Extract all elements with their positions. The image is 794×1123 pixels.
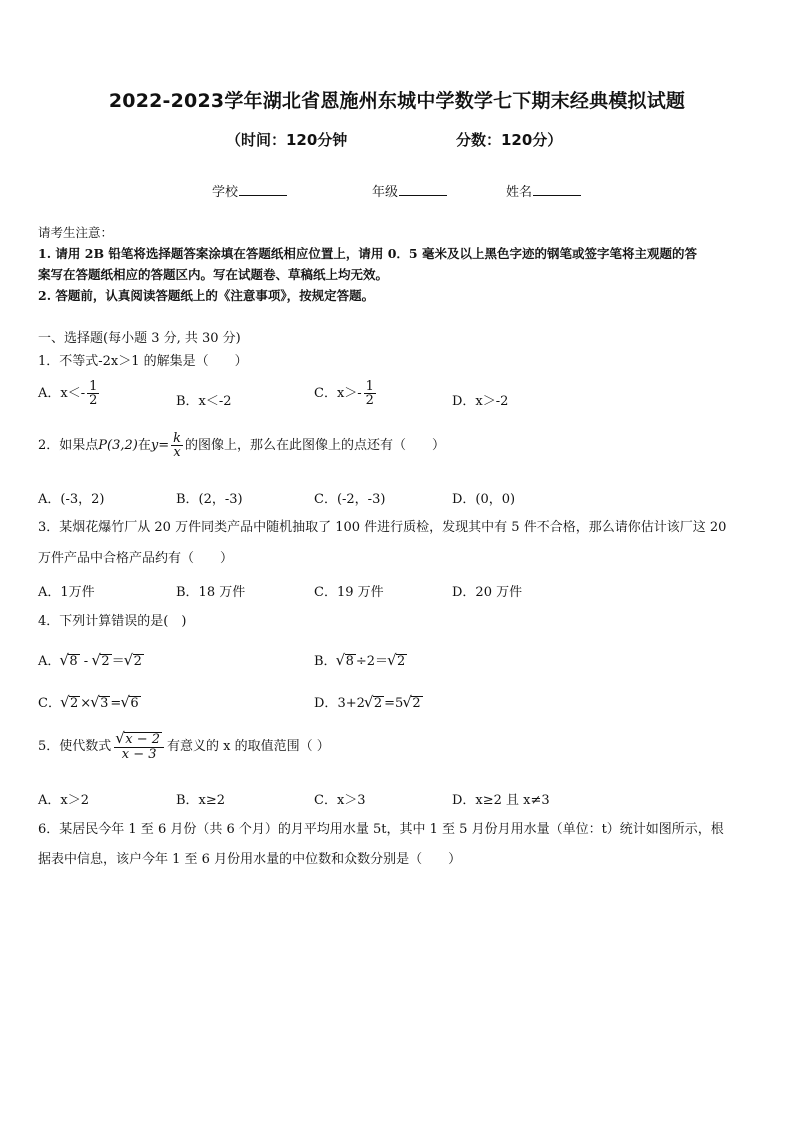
question-6-stem-line2: 据表中信息，该户今年 1 至 6 月份用水量的中位数和众数分别是（ ） <box>38 852 462 867</box>
sqrt: √ 2 <box>100 654 111 669</box>
score-label: 分数：120分） <box>456 131 563 149</box>
sqrt: √ 2 <box>396 654 407 669</box>
school-label: 学校 <box>212 185 239 200</box>
fraction: $\frac{k}{x}$ <box>173 431 182 460</box>
q5-option-b: B．x≥2 <box>176 793 226 808</box>
sqrt: √ 2 <box>69 696 80 711</box>
q5-option-d: D．x≥2 且 x≠3 <box>452 793 550 808</box>
q4-option-c: C．√ 2 ×√ 3 =√ 6 <box>38 692 141 711</box>
question-3-stem-line2: 万件产品中合格产品约有（ ） <box>38 551 234 566</box>
grade-blank <box>399 183 447 196</box>
notice-heading: 请考生注意： <box>38 225 114 240</box>
time-label: （时间：120分钟 <box>226 131 348 149</box>
question-2-stem: 2．如果点P(3,2)在y= $\frac{k}{x}$ 的图像上，那么在此图像上的点还有（ ） <box>38 431 446 460</box>
q4-option-d: D．3+2√ 2 =5√ 2 <box>314 692 423 711</box>
q5-option-c: C．x＞3 <box>314 793 366 808</box>
q4-option-b: B．√ 8 ÷2＝√ 2 <box>314 650 407 669</box>
sqrt: √ 2 <box>411 696 422 711</box>
q2-option-a: A．(-3，2) <box>38 492 105 507</box>
q1-option-a: A．x＜- $\frac{1}{2}$ <box>38 379 98 408</box>
grade-field <box>372 181 447 200</box>
question-6-stem-line1: 6．某居民今年 1 至 6 月份（共 6 个月）的月平均用水量 5t，其中 1 至 5 月份月用水量（单位：t）统计如图所示，根 <box>38 822 724 837</box>
sqrt: √ 2 <box>373 696 384 711</box>
question-3-stem-line1: 3．某烟花爆竹厂从 20 万件同类产品中随机抽取了 100 件进行质检，发现其中有 5 件不合格，那么请你估计该厂这 20 <box>38 520 727 535</box>
sqrt: √ 2 <box>133 654 144 669</box>
notice-block <box>38 222 760 306</box>
name-field <box>506 181 581 200</box>
sqrt: √ 8 <box>345 654 356 669</box>
name-label: 姓名 <box>506 185 533 200</box>
school-blank <box>239 183 287 196</box>
page-title: 2022-2023学年湖北省恩施州东城中学数学七下期末经典模拟试题 <box>108 90 686 112</box>
question-4-stem: 4．下列计算错误的是( ) <box>38 614 187 629</box>
q2-option-b: B．(2，-3) <box>176 492 243 507</box>
q1-option-c: C．x＞- $\frac{1}{2}$ <box>314 379 374 408</box>
question-1-stem: 1．不等式-2x＞1 的解集是（ ） <box>38 354 248 369</box>
q3-option-d: D．20 万件 <box>452 585 523 600</box>
q3-option-a: A．1万件 <box>38 585 95 600</box>
school-field <box>212 181 287 200</box>
q5-option-a: A．x＞2 <box>38 793 89 808</box>
notice-item-2: 2. 答题前，认真阅读答题纸上的《注意事项》，按规定答题。 <box>38 288 375 303</box>
q2-option-d: D．(0，0) <box>452 492 516 507</box>
fraction: √ $\frac{x - 2}{x - 3}$ <box>114 732 164 761</box>
section-title: 一、选择题(每小题 3 分, 共 30 分) <box>38 331 241 346</box>
fraction: $\frac{1}{2}$ <box>365 379 374 408</box>
sqrt: √ 3 <box>99 696 110 711</box>
q4-option-a: A．√ 8 - √ 2 ＝√ 2 <box>38 650 144 669</box>
q1-option-d: D．x＞-2 <box>452 394 509 409</box>
grade-label: 年级 <box>372 185 399 200</box>
q1-option-b: B．x＜-2 <box>176 394 232 409</box>
question-5-stem: 5．使代数式 √ $\frac{x - 2}{x - 3}$ 有意义的 x 的取值范围（ ） <box>38 732 760 761</box>
q2-option-c: C．(-2，-3) <box>314 492 386 507</box>
fraction: $\frac{1}{2}$ <box>89 379 98 408</box>
sqrt: √ 8 <box>68 654 79 669</box>
q3-option-c: C．19 万件 <box>314 585 384 600</box>
notice-item-1b: 案写在答题纸相应的答题区内。写在试题卷、草稿纸上均无效。 <box>38 267 389 282</box>
q3-option-b: B．18 万件 <box>176 585 246 600</box>
name-blank <box>533 183 581 196</box>
notice-item-1a: 1. 请用 2B 铅笔将选择题答案涂填在答题纸相应位置上，请用 0．5 毫米及以上黑色字迹的钢笔或签字笔将主观题的答 <box>38 246 697 261</box>
sqrt: √ 6 <box>129 696 140 711</box>
